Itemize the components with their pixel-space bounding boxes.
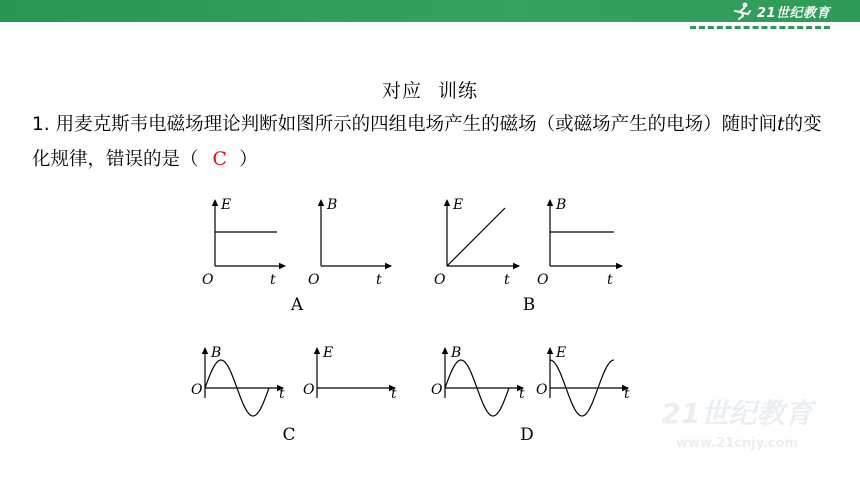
option-b-graph-2-y-label: B <box>556 197 567 213</box>
option-c-graph-1-origin-label: O <box>191 382 203 398</box>
option-d-graph-2-x-label: t <box>624 386 630 402</box>
option-c-graph-1-y-label: B <box>211 345 222 361</box>
option-c-graph-2-x-label: t <box>391 386 397 402</box>
option-a-graph-2-x-label: t <box>376 272 382 288</box>
option-a-graph-2-y-label: B <box>327 197 338 213</box>
option-d-graph-2-origin-label: O <box>536 382 548 398</box>
option-c-graph-1-x-label: t <box>279 386 285 402</box>
option-d-graph-1-x-label: t <box>519 386 525 402</box>
option-b-label: B <box>522 295 536 315</box>
watermark-logo <box>632 395 842 455</box>
question-number: 1. <box>32 114 50 135</box>
option-b-graph-2-x-label: t <box>607 272 613 288</box>
option-a-graph-1-origin-label: O <box>202 272 214 288</box>
option-c-graph-2-y-label: E <box>323 345 334 361</box>
question-closing: ） <box>239 149 258 170</box>
publisher-logo-text: 21世纪教育 <box>756 5 830 21</box>
watermark-text: 21世纪教育 <box>661 397 813 430</box>
option-d-label: D <box>520 425 534 445</box>
option-c-label: C <box>282 425 296 445</box>
option-b-graph-1-origin-label: O <box>434 272 446 288</box>
answer-choice: C <box>212 148 228 170</box>
section-title-left: 对应 <box>381 80 422 102</box>
option-b-graph-1-curve <box>447 208 505 266</box>
question-stem: 用麦克斯韦电磁场理论判断如图所示的四组电场产生的磁场（或磁场产生的电场）随时间 <box>55 114 778 135</box>
option-a-graph-1-y-label: E <box>221 197 232 213</box>
question-variable: t <box>777 114 785 135</box>
option-c-graph-2-origin-label: O <box>303 382 315 398</box>
option-d-graph-1-origin-label: O <box>431 382 443 398</box>
option-b-graph-1-y-label: E <box>453 197 464 213</box>
question-stem-end: 的变化规律，错误的是（ <box>32 114 822 170</box>
watermark-url: www.21cnjy.com <box>675 436 799 451</box>
option-a-graph-2-origin-label: O <box>308 272 320 288</box>
option-d-graph-2-y-label: E <box>556 345 567 361</box>
option-d-graph-1-y-label: B <box>451 345 462 361</box>
option-a-label: A <box>290 295 304 315</box>
option-b-graph-2-origin-label: O <box>537 272 549 288</box>
option-b-graph-1-x-label: t <box>504 272 510 288</box>
section-title-right: 训练 <box>438 80 479 102</box>
option-a-graph-1-x-label: t <box>270 272 276 288</box>
